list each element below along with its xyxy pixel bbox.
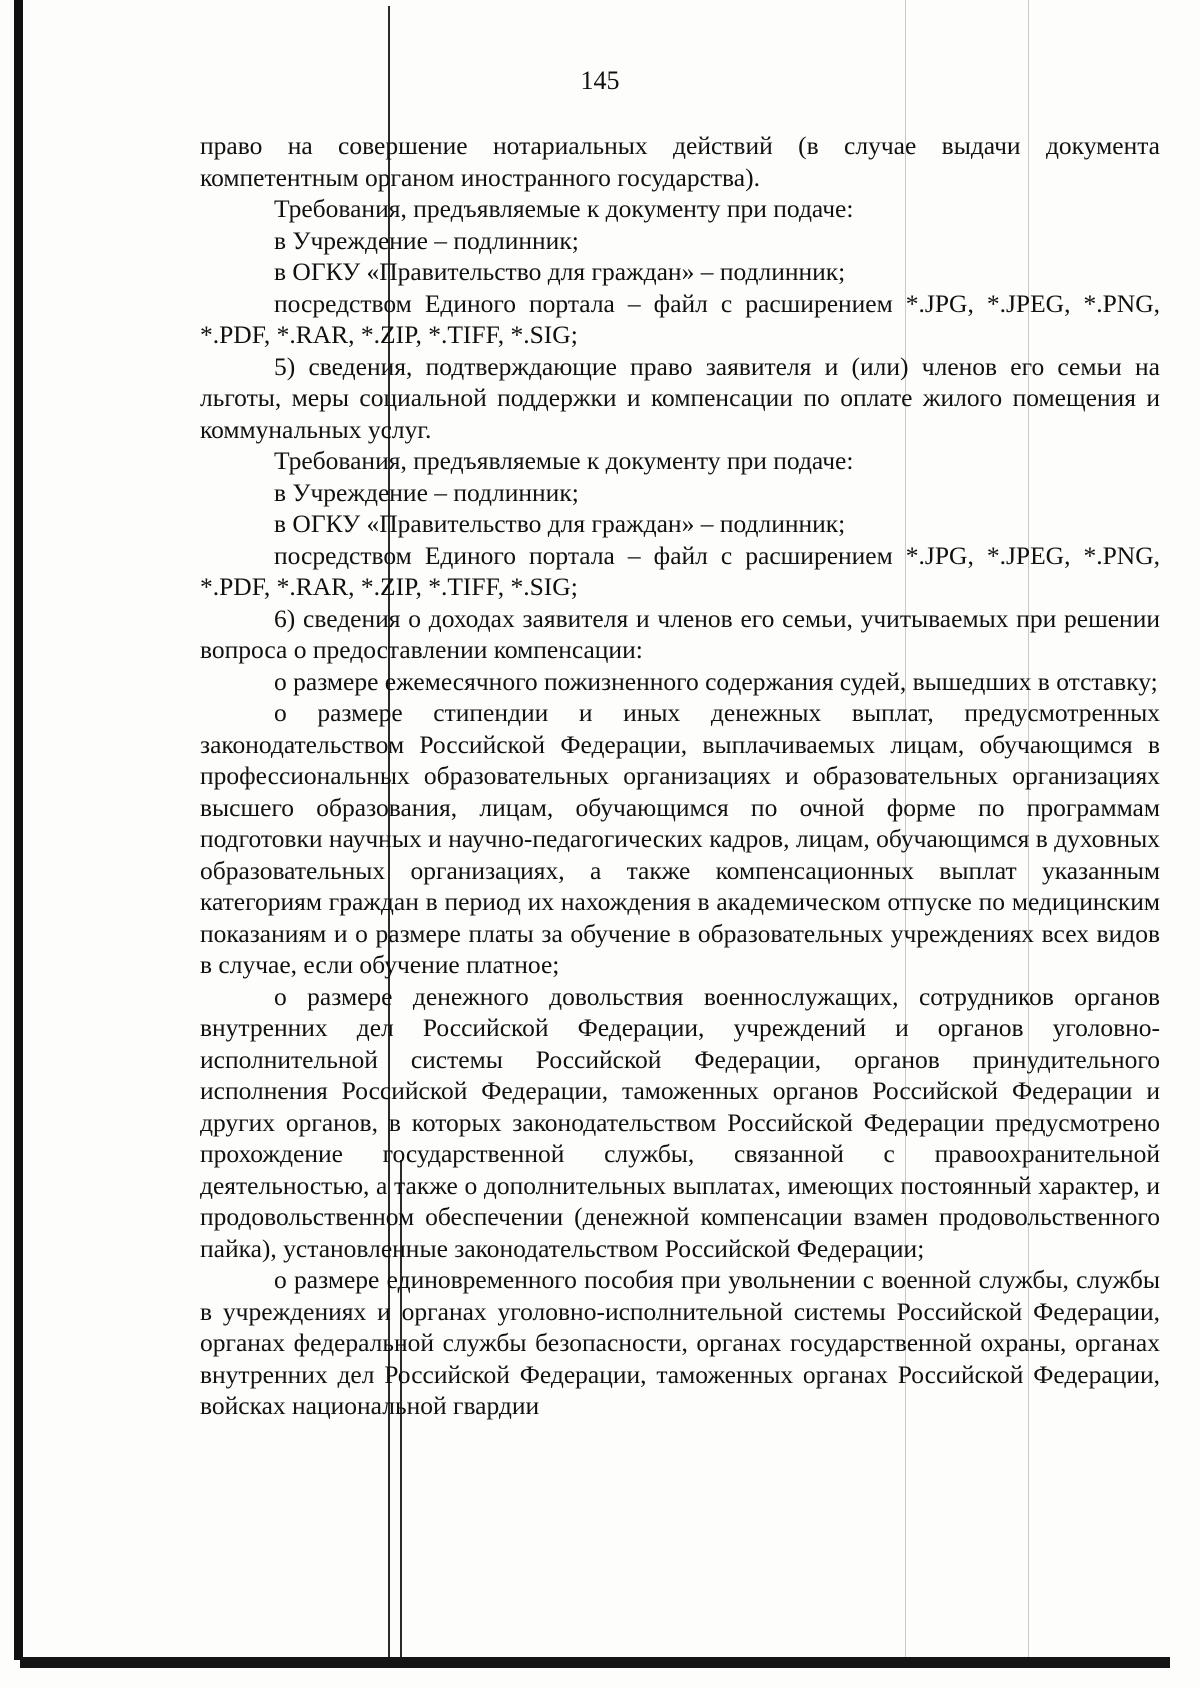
paragraph: право на совершение нотариальных действий (в случае выдачи документа компетентным органом иностранного государства).	[200, 131, 1160, 192]
paragraph: в ОГКУ «Правительство для граждан» – подлинник;	[274, 509, 846, 538]
paragraph: в ОГКУ «Правительство для граждан» – подлинник;	[274, 257, 846, 286]
page-number: 145	[580, 66, 620, 95]
paragraph: о размере ежемесячного пожизненного содержания судей, вышедших в отставку;	[274, 666, 1158, 696]
scan-bottom-edge	[20, 1657, 1170, 1668]
paragraph: 6) сведения о доходах заявителя и членов его семьи, учитываемых при решении вопроса о предоставлении компенсации:	[200, 603, 1160, 664]
scan-edge-shadow	[14, 0, 23, 1660]
paragraph: в Учреждение – подлинник;	[274, 477, 579, 507]
paragraph: о размере единовременного пособия при увольнении с военной службы, службы в учреждениях и органах уголовно-исполнительной системы Российской Федерации, органах федеральной службы безопасности, органах государственной охраны, органах внутренних дел Российской Федерации, таможенных органах Российской Федерации, войсках национальной гвардии	[200, 1265, 1160, 1420]
document-body	[200, 130, 1160, 1422]
paragraph: Требования, предъявляемые к документу при подаче:	[274, 194, 854, 223]
paragraph: в Учреждение – подлинник;	[274, 225, 579, 255]
paragraph: о размере денежного довольствия военнослужащих, сотрудников органов внутренних дел Российской Федерации, учреждений и органов уголовно-исполнительной системы Российской Федерации, органов принудительного исполнения Российской Федерации, таможенных органов Российской Федерации и других органов, в которых законодательством Российской Федерации предусмотрено прохождение государственной службы, связанной с правоохранительной деятельностью, а также о дополнительных выплатах, имеющих постоянный характер, и продовольственном обеспечении (денежной компенсации взамен продовольственного пайка), установленные законодательством Российской Федерации;	[200, 981, 1160, 1263]
paragraph: 5) сведения, подтверждающие право заявителя и (или) членов его семьи на льготы, меры социальной поддержки и компенсации по оплате жилого помещения и коммунальных услуг.	[200, 351, 1160, 444]
paragraph: посредством Единого портала – файл с расширением *.JPG, *.JPEG, *.PNG, *.PDF, *.RAR, *.ZIP, *.TIFF, *.SIG;	[200, 288, 1160, 349]
paragraph: посредством Единого портала – файл с расширением *.JPG, *.JPEG, *.PNG, *.PDF, *.RAR, *.ZIP, *.TIFF, *.SIG;	[200, 540, 1160, 601]
paragraph: Требования, предъявляемые к документу при подаче:	[274, 446, 854, 475]
paragraph: о размере стипендии и иных денежных выплат, предусмотренных законодательством Российской Федерации, выплачиваемых лицам, обучающимся в профессиональных образовательных организациях и образовательных организациях высшего образования, лицам, обучающимся по очной форме по программам подготовки научных и научно-педагогических кадров, лицам, обучающимся в духовных образовательных организациях, а также компенсационных выплат указанным категориям граждан в период их нахождения в академическом отпуске по медицинским показаниям и о размере платы за обучение в образовательных учреждениях всех видов в случае, если обучение платное;	[200, 698, 1160, 979]
